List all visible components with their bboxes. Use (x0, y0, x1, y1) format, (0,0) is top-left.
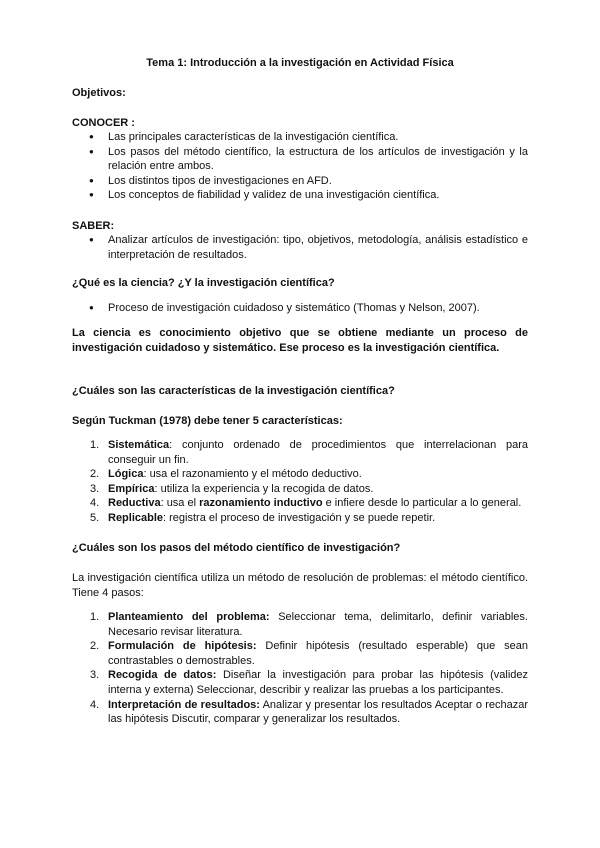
item-term: Lógica (108, 468, 144, 481)
list-item (72, 610, 528, 639)
item-text: Seleccionar tema, delimitarlo, definir variables. Necesario revisar literatura. (108, 611, 528, 638)
pasos-intro: La investigación científica utiliza un método de resolución de problemas: el método científico. Tiene 4 pasos: (72, 572, 528, 599)
list-item (72, 438, 528, 467)
item-number: 1. (90, 611, 100, 623)
list-item: ● Analizar artículos de investigación: tipo, objetivos, metodología, análisis estadístico e interpretación de resultados. (72, 233, 528, 262)
page-title: Tema 1: Introducción a la investigación en Actividad Física (146, 57, 454, 69)
item-text: : conjunto ordenado de procedimientos que interrelacionan para conseguir un fin. (108, 439, 528, 466)
item-text: Analizar y presentar los resultados Aceptar o rechazar las hipótesis Discutir, comparar y generalizar los resultados. (108, 698, 528, 726)
item-text: : registra el proceso de investigación y se puede repetir. (163, 511, 436, 524)
list-item: ● Los distintos tipos de investigaciones en AFD. (72, 174, 528, 189)
conocer-list (72, 130, 528, 203)
caracteristicas-intro: Según Tuckman (1978) debe tener 5 características: (72, 415, 343, 427)
item-number: 4. (90, 497, 100, 510)
caracteristicas-question: ¿Cuáles son las características de la investigación científica? (72, 385, 395, 397)
pasos-list (72, 610, 528, 727)
item-text-2: e infiere desde lo particular a lo general. (322, 497, 522, 510)
pasos-question: ¿Cuáles son los pasos del método científico de investigación? (72, 542, 401, 554)
item-text: Diseñar la investigación para probar las hipótesis (validez interna y externa) Seleccionar, describir y realizar las pruebas a los participantes. (108, 669, 529, 696)
list-item (72, 698, 528, 727)
item-text: : usa el razonamiento y el método deductivo. (143, 468, 362, 481)
item-term: Sistemática (108, 439, 170, 451)
item-term: Formulación de hipótesis: (108, 640, 257, 653)
item-number: 2. (90, 468, 100, 481)
item-number: 3. (90, 482, 100, 495)
list-item (72, 668, 528, 697)
list-item: ● Los conceptos de fiabilidad y validez de una investigación científica. (72, 188, 528, 203)
item-term: Recogida de datos: (108, 669, 217, 682)
list-item (72, 482, 528, 497)
objetivos-heading: Objetivos: (72, 87, 126, 99)
item-term: Reductiva (108, 497, 161, 510)
item-term: Empírica (108, 482, 155, 495)
list-item (72, 467, 528, 482)
item-text: : utiliza la experiencia y la recogida de datos. (154, 482, 374, 495)
item-number: 5. (90, 511, 100, 524)
list-item: ● Las principales características de la investigación científica. (72, 130, 528, 145)
list-item: ● Los pasos del método científico, la estructura de los artículos de investigación y la relación entre ambos. (72, 145, 528, 174)
ciencia-definition: La ciencia es conocimiento objetivo que se obtiene mediante un proceso de investigación cuidadoso y sistemático. Ese proceso es la investigación científica. (72, 327, 528, 354)
saber-list (72, 233, 528, 262)
list-item (72, 496, 528, 511)
list-item (72, 511, 528, 526)
item-term: Interpretación de resultados: (108, 698, 260, 711)
item-term: Planteamiento del problema: (108, 611, 270, 623)
ciencia-list (72, 301, 528, 316)
item-text: Definir hipótesis (resultado esperable) que sean contrastables o demostrables. (108, 640, 529, 667)
saber-heading: SABER: (72, 220, 115, 232)
list-item (72, 639, 528, 668)
list-item: ● Proceso de investigación cuidadoso y sistemático (Thomas y Nelson, 2007). (72, 301, 528, 316)
item-number: 1. (90, 439, 100, 451)
item-term-2: razonamiento inductivo (199, 497, 323, 510)
ciencia-question: ¿Qué es la ciencia? ¿Y la investigación científica? (72, 277, 335, 289)
caracteristicas-list (72, 438, 528, 526)
conocer-heading: CONOCER : (72, 117, 135, 129)
item-number: 4. (90, 698, 100, 711)
item-text: : usa el (160, 497, 200, 510)
item-number: 2. (90, 640, 100, 653)
item-number: 3. (90, 669, 100, 682)
item-term: Replicable (108, 511, 164, 524)
